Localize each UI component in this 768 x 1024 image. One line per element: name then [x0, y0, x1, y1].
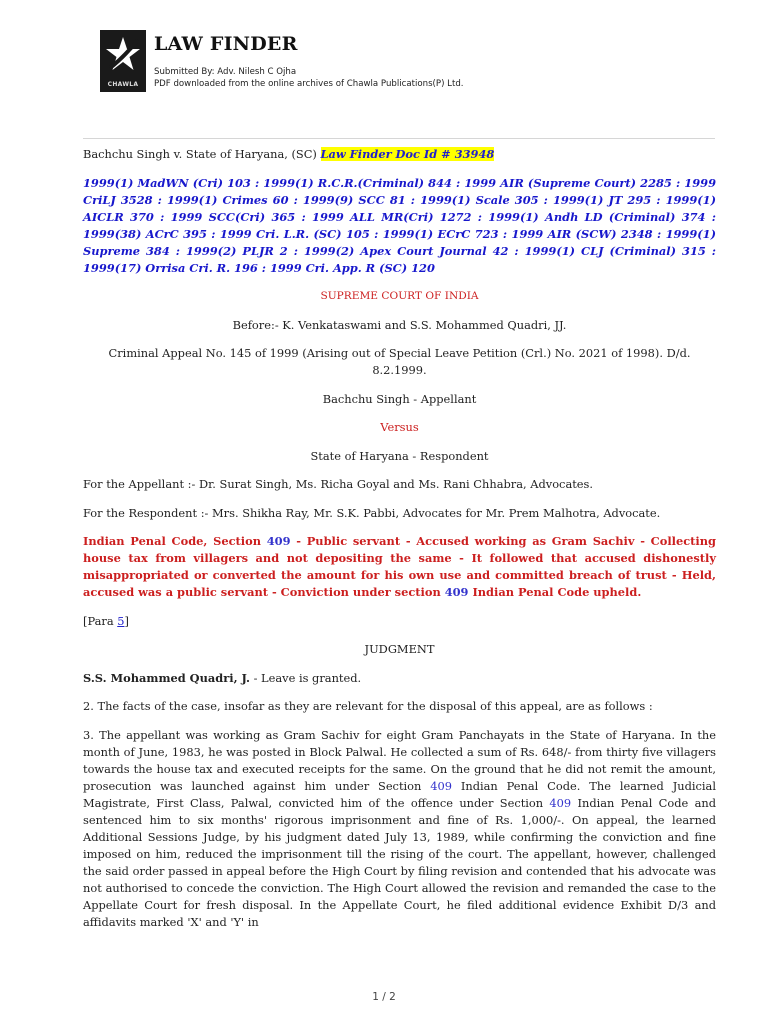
- counsel-respondent: For the Respondent :- Mrs. Shikha Ray, Mr. S.K. Pabbi, Advocates for Mr. Prem Malhotra, Advocate.: [83, 505, 661, 520]
- page-number: 1 / 2: [372, 991, 396, 1003]
- headnote-part1: Indian Penal Code, Section: [83, 534, 267, 548]
- respondent: State of Haryana - Respondent: [310, 448, 489, 463]
- appellant: Bachchu Singh - Appellant: [322, 391, 477, 406]
- para-reference: [83, 613, 716, 630]
- headnote-part3: Indian Penal Code upheld.: [468, 585, 642, 599]
- brand-title: LAW FINDER: [154, 33, 298, 55]
- bench: Before:- K. Venkataswami and S.S. Mohammed Quadri, JJ.: [232, 317, 567, 332]
- submission-meta: [154, 66, 464, 90]
- section-link[interactable]: 409: [430, 778, 452, 793]
- section-link[interactable]: 409: [549, 795, 572, 810]
- judgment-para-2: 2. The facts of the case, insofar as they are relevant for the disposal of this appeal, are as follows :: [83, 699, 653, 713]
- para-3-text: Indian Penal Code. The learned Judicial Magistrate, First Class, Palwal, convicted him of the offence under Section: [83, 778, 716, 810]
- para-1-text: - Leave is granted.: [249, 670, 362, 685]
- judgment-para-1: [83, 670, 716, 687]
- appeal-number: Criminal Appeal No. 145 of 1999 (Arising out of Special Leave Petition (Crl.) No. 2021 of 1998). D/d. 8.2.1999.: [108, 346, 691, 377]
- star-emblem-icon: [102, 32, 144, 80]
- para-suffix: ]: [124, 613, 129, 628]
- document-header: [100, 30, 720, 94]
- section-link[interactable]: 409: [266, 534, 291, 548]
- document-body: [83, 146, 716, 942]
- law-finder-logo: [100, 30, 146, 92]
- judgment-para-3: [83, 727, 716, 931]
- source-note: PDF downloaded from the online archives of Chawla Publications(P) Ltd.: [154, 79, 464, 89]
- doc-id-highlight: Law Finder Doc Id # 33948: [320, 147, 495, 161]
- judge-name: S.S. Mohammed Quadri, J.: [83, 670, 250, 685]
- para-3-text: 3. The appellant was working as Gram Sachiv for eight Gram Panchayats in the State of Haryana. In the month of June, 1983, he was posted in Block Palwal. He collected a sum of Rs. 648/- from thirty five villagers towards the house tax and executed receipts for the same. On the ground that he did not remit the amount, prosecution was launched against him under Section: [83, 727, 716, 793]
- headnote: [83, 533, 716, 601]
- headnote-part2: - Public servant - Accused working as Gram Sachiv - Collecting house tax from villagers and not depositing the same - It followed that accused dishonestly misappropriated or converted the amount for his own use and committed breach of trust - Held, accused was a public servant - Conviction under section: [83, 534, 717, 599]
- case-title: Bachchu Singh v. State of Haryana, (SC): [83, 147, 317, 161]
- submitted-by: Submitted By: Adv. Nilesh C Ojha: [154, 67, 297, 77]
- case-title-line: [83, 146, 716, 163]
- para-link[interactable]: 5: [117, 613, 125, 628]
- counsel-appellant: For the Appellant :- Dr. Surat Singh, Ms. Richa Goyal and Ms. Rani Chhabra, Advocates.: [83, 477, 594, 491]
- judgment-heading: JUDGMENT: [364, 642, 435, 656]
- court-name: SUPREME COURT OF INDIA: [320, 290, 479, 302]
- section-link[interactable]: 409: [444, 585, 469, 599]
- citations: 1999(1) MadWN (Cri) 103 : 1999(1) R.C.R.(Criminal) 844 : 1999 AIR (Supreme Court) 2285 : 1999 CriLJ 3528 : 1999(1) Crimes 60 : 1999(9) SCC 81 : 1999(1) Scale 305 : 1999(1) JT 295 : 1999(1) AICLR 370 : 1999 SCC(Cri) 365 : 1999 ALL MR(Cri) 1272 : 1999(1) Andh LD (Criminal) 374 : 1999(38) ACrC 395 : 1999 Cri. L.R. (SC) 105 : 1999(1) ECrC 723 : 1999 AIR (SCW) 2348 : 1999(1) Supreme 384 : 1999(2) PLJR 2 : 1999(2) Apex Court Journal 42 : 1999(1) CLJ (Criminal) 315 : 1999(17) Orrisa Cri. R. 196 : 1999 Cri. App. R (SC) 120: [83, 175, 716, 275]
- logo-text: CHAWLA: [107, 81, 139, 88]
- versus-label: Versus: [380, 420, 419, 434]
- header-divider: [83, 138, 715, 139]
- para-3-text: Indian Penal Code and sentenced him to six months' rigorous imprisonment and fine of Rs. 1,000/-. On appeal, the learned Additional Sessions Judge, by his judgment dated July 13, 1989, while confirming the conviction and fine imposed on him, reduced the imprisonment till the rising of the court. The appellant, however, challenged the said order passed in appeal before the High Court by filing revision and contended that his advocate was not authorised to concede the conviction. The High Court allowed the revision and remanded the case to the Appellate Court for fresh disposal. In the Appellate Court, he filed additional evidence Exhibit D/3 and affidavits marked 'X' and 'Y' in: [83, 795, 716, 929]
- para-prefix: [Para: [83, 613, 118, 628]
